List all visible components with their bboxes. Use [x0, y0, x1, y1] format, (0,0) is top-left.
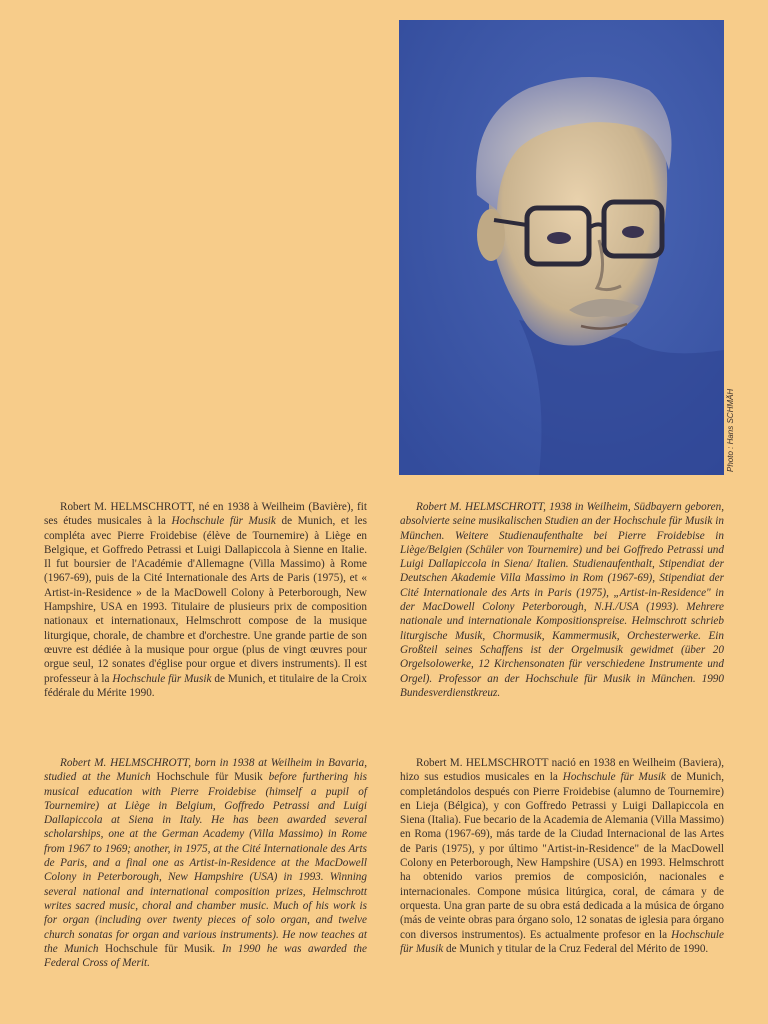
bio-en-emphasis-1: Hochschule für Musik [156, 771, 263, 784]
portrait-photo [399, 20, 724, 475]
bio-es-emphasis-2: Hochschule für Musik [400, 928, 724, 955]
bio-es-text-2: de Munich, completándolos después con Pierre Froidebise (alumno de Tournemire) en Lieja (Bélgica), y con Goffredo Petrassi y Luigi Dallapiccola en Siena (Italia). Fue becario de la Academia de Alemania (Villa Massimo) en Roma (1967-69), más tarde de la Ciudad Internacional de las Artes de Paris (1975), y por último "Artist-in-Residence" de la MacDowell Colony en Peterborough, New Hampshire (USA) en 1993. Helmschrott ha obtenido varios premios de composición, nacionales e internacionales. Compone música litúrgica, coral, de cámara y de orquesta. Una gran parte de su obra está dedicada a la música de órgano (más de veinte obras para órgano solo, 12 sonatas de iglesia para órgano con diversos instrumentos). Es actualmente profesor en la [400, 771, 724, 941]
bio-fr-text-3: de Munich, et titulaire de la Croix fédérale du Mérite 1990. [44, 672, 367, 699]
bio-es-emphasis-1: Hochschule für Musik [562, 771, 666, 784]
bio-fr-emphasis-1: Hochschule für Musik [171, 515, 276, 528]
bio-es-text-1: Robert M. HELMSCHROTT nació en 1938 en Weilheim (Baviera), hizo sus estudios musicales en la [400, 757, 724, 784]
bio-en-emphasis-2: Hochschule für Musik [105, 942, 213, 955]
bio-en-text-3: . In 1990 he was awarded the Federal Cross of Merit. [44, 942, 367, 970]
biography-french [44, 500, 367, 700]
bio-fr-text-2: de Munich, et les compléta avec Pierre Froidebise (élève de Tournemire) à Liège en Belgique, et Goffredo Petrassi et Luigi Dallapiccola à Sienne en Italie. Il fut boursier de l'Académie d'Allemagne (Villa Massimo) à Rome (1967-69), puis de la Cité Internationale des Arts de Paris (1975), et « Artist-in-Residence » de la MacDowell Colony à Peterborough, New Hampshire, USA en 1993. Titulaire de plusieurs prix de composition nationaux et internationaux, Helmschrott compose de la musique liturgique, chorale, de chambre et d'orchestre. Une grande partie de son œuvre est dédiée à la musique pour orgue (plus de vingt œuvres pour orgue seul, 12 sonates d'église pour orgue et divers instruments). Il est professeur à la [44, 515, 367, 685]
bio-de-text: Robert M. HELMSCHROTT, 1938 in Weilheim, Südbayern geboren, absolvierte seine musikalischen Studien an der Hochschule für Musik in München. Weitere Studienaufenthalte bei Pierre Froidebise in Liège/Belgien (Schüler von Tournemire) und bei Goffredo Petrassi und Luigi Dallapiccola in Siena/ Italien. Studienaufenthalt, Stipendiat der Deutschen Akademie Villa Massimo in Rom (1967-69), Stipendiat der Cité Internationale des Arts in Paris (1975), „Artist-in-Residence" in der MacDowell Colony Peterborough, N.H./USA (1993). Mehrere nationale und internationale Kompositionspreise. Helmschrott schrieb liturgische Musik, Chormusik, Kammermusik, Orchesterwerke. Ein Großteil seines Schaffens ist der Orgelmusik gewidmet (über 20 Orgelsolowerke, 12 Kirchensonaten für verschiedene Instrumente und Orgel). Professor an der Hochschule für Musik in München. 1990 Bundesverdienstkreuz. [400, 501, 724, 699]
biography-spanish [400, 756, 724, 956]
bio-en-text-2: before furthering his musical education with Pierre Froidebise (himself a pupil of Tournemire) at Liège in Belgium, Goffredo Petrassi and Luigi Dallapiccola at Siena in Italy. He has been awarded several scholarships, one at the German Academy (Villa Massimo) in Rome from 1967 to 1969; another, in 1975, at the Cité Internationale des Arts de Paris, and a final one as Artist-in-Residence at the MacDowell Colony in Peterborough, New Hampshire (USA) in 1993. Winning several national and international composition prizes, Helmschrott writes sacred music, choral and chamber music. Much of his work is for organ (including over twenty pieces of solo organ, and twelve church sonatas for organ and various instruments). He now teaches at the Munich [44, 771, 367, 955]
bio-fr-emphasis-2: Hochschule für Musik [112, 672, 212, 685]
photo-credit: Photo : Hans SCHMÄH [726, 388, 735, 472]
biography-german [400, 500, 724, 700]
bio-en-text-1: Robert M. HELMSCHROTT, born in 1938 at Weilheim in Bavaria, studied at the Munich [44, 757, 367, 784]
biography-english [44, 756, 367, 970]
bio-es-text-3: de Munich y titular de la Cruz Federal del Mérito de 1990. [443, 942, 709, 955]
bio-fr-text-1: Robert M. HELMSCHROTT, né en 1938 à Weilheim (Bavière), fit ses études musicales à la [44, 501, 367, 528]
